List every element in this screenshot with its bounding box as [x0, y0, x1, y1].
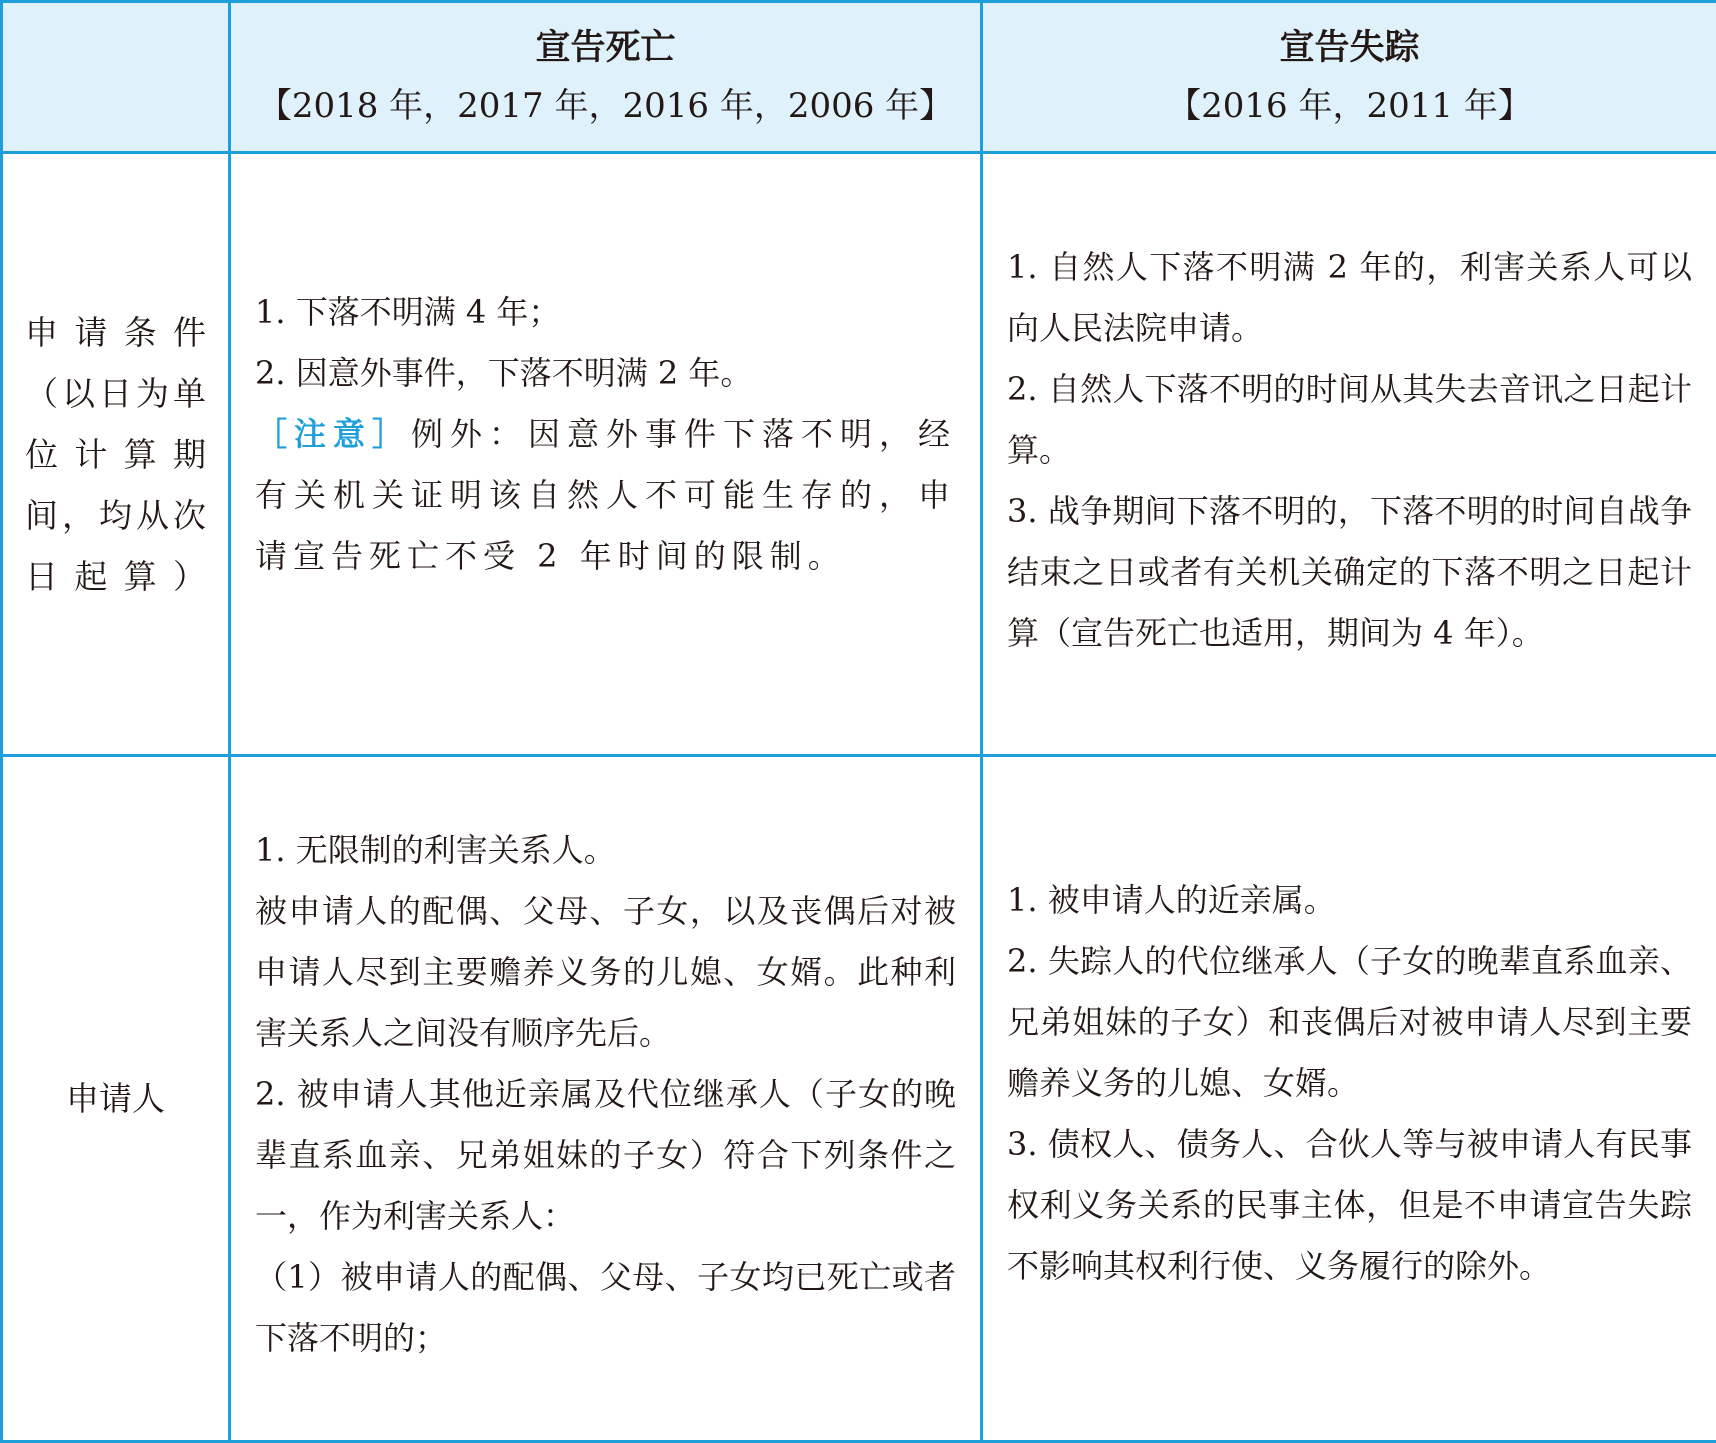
death-conditions-cell: [230, 153, 982, 756]
missing-applicants-cell: [982, 756, 1716, 1442]
death-condition-item: 1. 下落不明满 4 年；: [255, 282, 956, 343]
header-missing-cell: [982, 2, 1716, 153]
header-row: [2, 2, 1716, 153]
note-text: 例外：因意外事件下落不明，经有关机关证明该自然人不可能生存的，申请宣告死亡不受 2 年时间的限制。: [255, 415, 956, 575]
missing-applicant-item: 2. 失踪人的代位继承人（子女的晚辈直系血亲、兄弟姐妹的子女）和丧偶后对被申请人尽到主要赡养义务的儿媳、女婿。: [1007, 931, 1692, 1114]
applicants-label-cell: [2, 756, 230, 1442]
death-condition-note: [255, 404, 956, 587]
missing-exam-years: 【2016 年，2011 年】: [983, 84, 1716, 128]
missing-conditions-cell: [982, 153, 1716, 756]
header-death-cell: [230, 2, 982, 153]
missing-condition-item: 3. 战争期间下落不明的，下落不明的时间自战争结束之日或者有关机关确定的下落不明之日起计算（宣告死亡也适用，期间为 4 年）。: [1007, 481, 1692, 664]
header-corner-cell: [2, 2, 230, 153]
death-applicant-item: 2. 被申请人其他近亲属及代位继承人（子女的晚辈直系血亲、兄弟姐妹的子女）符合下列条件之一，作为利害关系人：: [255, 1064, 956, 1247]
death-exam-years: 【2018 年，2017 年，2016 年，2006 年】: [231, 84, 980, 128]
applicants-row: [2, 756, 1716, 1442]
applicants-label: 申请人: [3, 1068, 228, 1129]
conditions-label-cell: [2, 153, 230, 756]
conditions-row: [2, 153, 1716, 756]
conditions-label: 申请条件（以日为单位计算期间，均从次日起算）: [3, 302, 228, 607]
death-applicants-cell: [230, 756, 982, 1442]
death-applicant-item: 1. 无限制的利害关系人。: [255, 820, 956, 881]
note-tag: ［注意］: [255, 415, 411, 453]
missing-condition-item: 1. 自然人下落不明满 2 年的，利害关系人可以向人民法院申请。: [1007, 237, 1692, 359]
death-condition-item: 2. 因意外事件，下落不明满 2 年。: [255, 343, 956, 404]
missing-applicant-item: 1. 被申请人的近亲属。: [1007, 870, 1692, 931]
death-title: 宣告死亡: [231, 26, 980, 70]
missing-condition-item: 2. 自然人下落不明的时间从其失去音讯之日起计算。: [1007, 359, 1692, 481]
missing-title: 宣告失踪: [983, 26, 1716, 70]
missing-applicant-item: 3. 债权人、债务人、合伙人等与被申请人有民事权利义务关系的民事主体，但是不申请宣告失踪不影响其权利行使、义务履行的除外。: [1007, 1114, 1692, 1297]
death-applicant-item: 被申请人的配偶、父母、子女，以及丧偶后对被申请人尽到主要赡养义务的儿媳、女婿。此种利害关系人之间没有顺序先后。: [255, 881, 956, 1064]
death-applicant-item: （1）被申请人的配偶、父母、子女均已死亡或者下落不明的；: [255, 1247, 956, 1369]
